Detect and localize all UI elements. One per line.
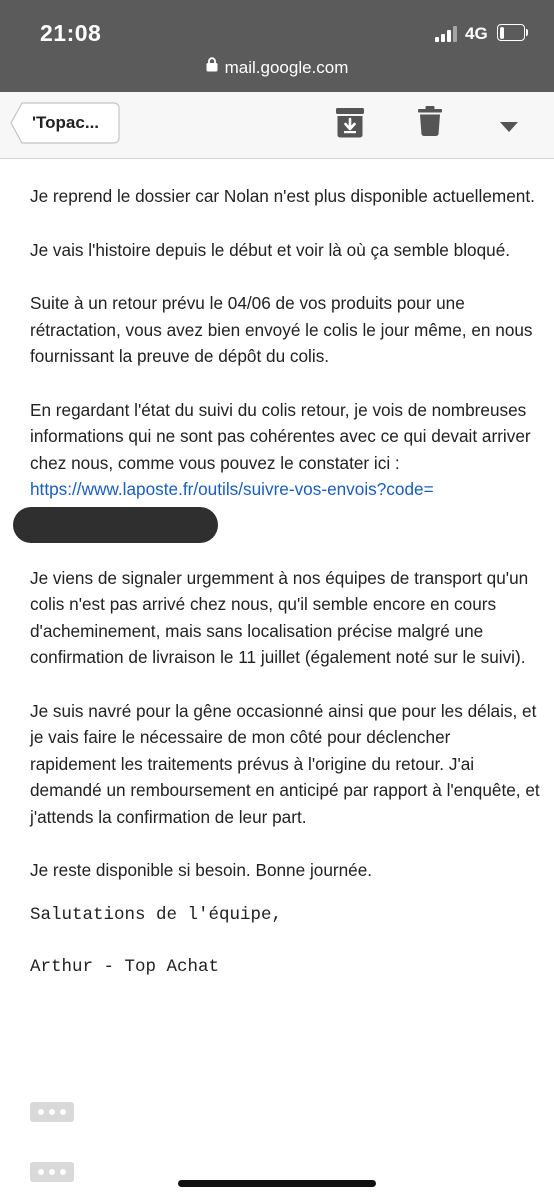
email-paragraph: Suite à un retour prévu le 04/06 de vos produits pour une rétractation, vous avez bien envoyé le colis le jour même, en nous fournissant la preuve de dépôt du colis. [30,293,533,366]
chevron-down-icon[interactable] [500,119,518,137]
email-paragraph: Je reprend le dossier car Nolan n'est plus disponible actuellement. [30,186,535,206]
home-indicator [178,1180,376,1187]
clock: 21:08 [40,20,102,46]
email-body [0,159,554,1200]
email-text [30,183,540,1008]
back-button[interactable] [10,102,120,144]
archive-icon[interactable] [336,108,364,143]
redacted-block [13,507,218,543]
lock-icon [206,57,218,77]
email-paragraph: Je reste disponible si besoin. Bonne journée. [30,860,373,880]
signal-strength-icon [435,26,457,42]
email-paragraph: Je vais l'histoire depuis le début et voir là où ça semble bloqué. [30,239,511,260]
tracking-text: En regardant l'état du suivi du colis retour, je vois de nombreuses informations qui ne sont pas cohérentes avec ce qui devait arriver chez nous, comme vous pouvez le constater ici : [30,399,531,473]
email-toolbar [0,92,554,159]
battery-icon [497,24,527,41]
status-bar [0,0,554,92]
tracking-paragraph [30,397,540,543]
tracking-link[interactable]: https://www.laposte.fr/outils/suivre-vos-envois?code= [30,479,434,499]
closing-line: Salutations de l'équipe, [30,904,283,925]
address-bar[interactable] [0,58,554,79]
signature: Arthur - Top Achat [30,957,220,977]
trash-icon[interactable] [418,106,442,141]
email-paragraph: Je suis navré pour la gêne occasionné ainsi que pour les délais, et je vais faire le nécessaire de mon côté pour déclencher rapidement les traitements prévus à l'origine du retour. J'ai demandé un remboursement en anticipé par rapport à l'enquête, et j'attends la confirmation de leur part. [30,700,540,827]
show-trimmed-content-button[interactable] [30,1162,74,1182]
url-text: mail.google.com [224,58,349,77]
email-paragraph: Je viens de signaler urgemment à nos équipes de transport qu'un colis n'est pas arrivé chez nous, qu'il semble encore en cours d'acheminement, mais sans localisation précise malgré une confirmation de livraison le 11 juillet (également noté sur le suivi). [30,567,529,667]
show-trimmed-content-button[interactable] [30,1102,74,1122]
network-type: 4G [465,24,488,43]
back-label: 'Topac... [32,113,100,132]
